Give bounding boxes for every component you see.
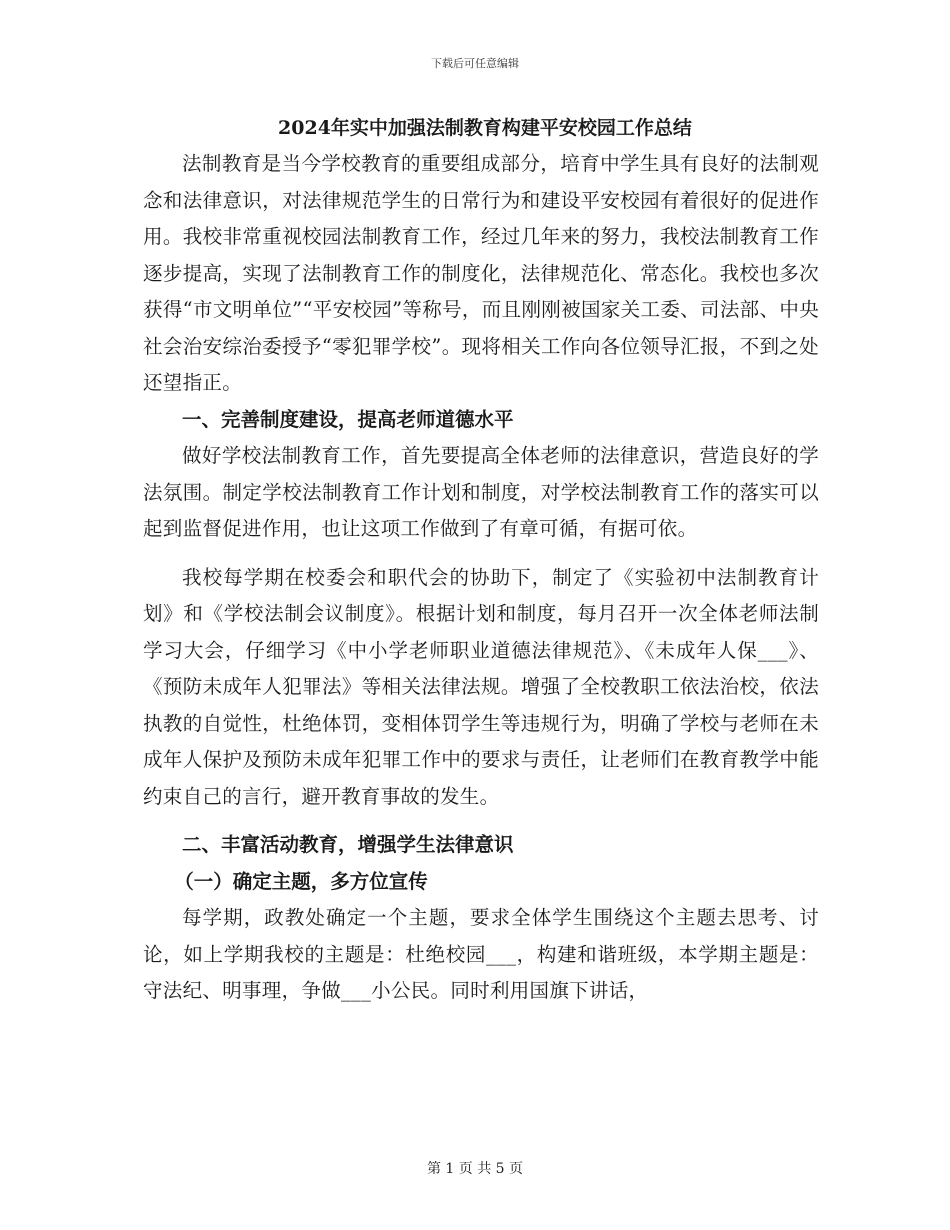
section-heading-1: 一、完善制度建设，提高老师道德水平 (182, 407, 514, 431)
page-footer: 第 1 页 共 5 页 (426, 1161, 524, 1177)
paragraph-gap (143, 815, 819, 827)
intro-paragraph: 法制教育是当今学校教育的重要组成部分，培育中学生具有良好的法制观念和法律意识，对法律规范学生的日常行为和建设平安校园有着很好的促进作用。我校非常重视校园法制教育工作，经过几年来的努力，我校法制教育工作逐步提高，实现了法制教育工作的制度化，法律规范化、常态化。我校也多次获得“市文明单位”“平安校园”等称号，而且刚刚被国家关工委、司法部、中央社会治安综治委授予“零犯罪学校”。现将相关工作向各位领导汇报，不到之处还望指正。 (143, 152, 819, 394)
section-1-paragraph-1: 做好学校法制教育工作，首先要提高全体老师的法律意识，营造良好的学法氛围。制定学校法制教育工作计划和制度，对学校法制教育工作的落实可以起到监督促进作用，也让这项工作做到了有章可循，有据可依。 (143, 444, 819, 540)
document-body (143, 112, 819, 1010)
section-2-paragraph-1: 每学期，政教处确定一个主题，要求全体学生围绕这个主题去思考、讨论，如上学期我校的主题是：杜绝校园___，构建和谐班级，本学期主题是：守法纪、明事理，争做___小公民。同时利用国旗下讲话， (143, 906, 819, 1002)
header-note: 下载后可任意编辑 (431, 57, 519, 70)
section-1-paragraph-2: 我校每学期在校委会和职代会的协助下，制定了《实验初中法制教育计划》和《学校法制会议制度》。根据计划和制度，每月召开一次全体老师法制学习大会，仔细学习《中小学老师职业道德法律规范》、《未成年人保___》、《预防未成年人犯罪法》等相关法律法规。增强了全校教职工依法治校，依法执教的自觉性，杜绝体罚，变相体罚学生等违规行为，明确了学校与老师在未成年人保护及预防未成年犯罪工作中的要求与责任，让老师们在教育教学中能约束自己的言行，避开教育事故的发生。 (143, 565, 819, 808)
section-heading-2: 二、丰富活动教育，增强学生法律意识 (182, 833, 514, 856)
document-title: 2024年实中加强法制教育构建平安校园工作总结 (278, 117, 692, 139)
subsection-heading-2-1: （一）确定主题，多方位宣传 (174, 869, 428, 893)
paragraph-gap (143, 548, 819, 560)
